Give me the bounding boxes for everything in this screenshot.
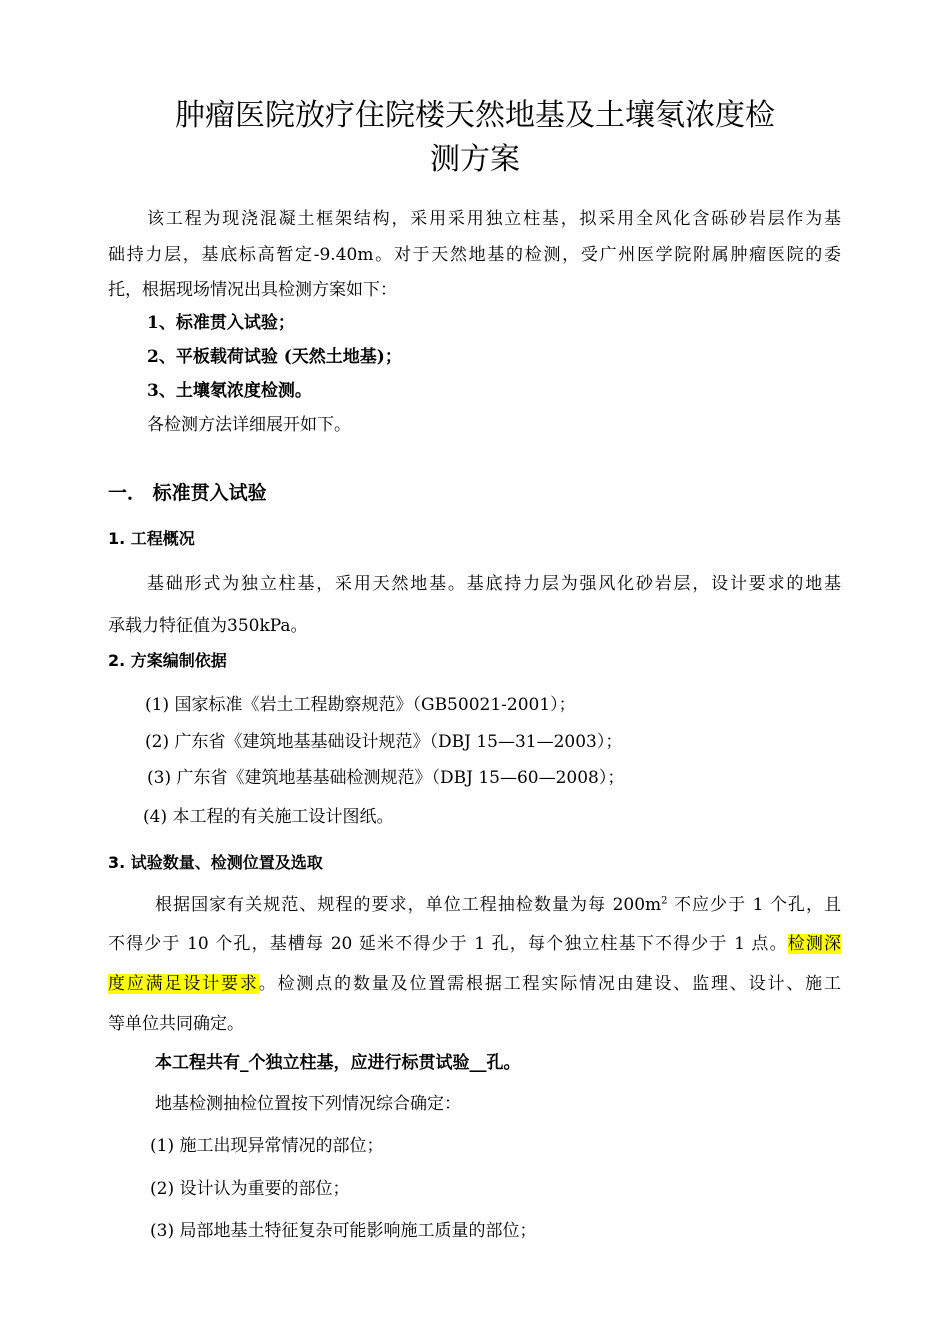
basis-item-2: (2) 广东省《建筑地基基础设计规范》（DBJ 15—31—2003）； xyxy=(145,732,623,752)
subsection-1-heading: 1. 工程概况 xyxy=(108,529,195,548)
highlighted-text: 度应满足设计要求 xyxy=(108,974,259,994)
document-title-line-1: 肿瘤医院放疗住院楼天然地基及土壤氡浓度检 xyxy=(175,98,775,133)
intro-closing: 各检测方法详细展开如下。 xyxy=(147,415,351,435)
sampling-paragraph-line-3 xyxy=(108,973,841,995)
sampling-paragraph-line-2 xyxy=(108,933,841,955)
sampling-text: 不得少于 10 个孔，基槽每 20 延米不得少于 1 孔，每个独立柱基下不得少于 1 点。 xyxy=(108,934,788,954)
section-1-heading: 一． 标准贯入试验 xyxy=(108,482,267,504)
column-count-note: 本工程共有_个独立柱基，应进行标贯试验__孔。 xyxy=(155,1053,521,1073)
location-item-1: (1) 施工出现异常情况的部位； xyxy=(150,1136,384,1156)
highlighted-text: 检测深 xyxy=(787,934,842,954)
subsection-1-line-1: 基础形式为独立柱基，采用天然地基。基底持力层为强风化砂岩层，设计要求的地基 xyxy=(147,574,841,594)
sampling-paragraph-line-4: 等单位共同确定。 xyxy=(108,1014,244,1034)
subsection-1-line-2: 承载力特征值为350kPa。 xyxy=(108,616,308,636)
location-criteria-intro: 地基检测抽检位置按下列情况综合确定： xyxy=(155,1094,461,1114)
intro-item-1: 1、标准贯入试验； xyxy=(147,313,295,333)
intro-item-2: 2、平板载荷试验 (天然土地基)； xyxy=(147,347,402,367)
location-item-2: (2) 设计认为重要的部位； xyxy=(150,1179,350,1199)
intro-item-3: 3、土壤氡浓度检测。 xyxy=(147,381,312,401)
intro-line-3: 托，根据现场情况出具检测方案如下： xyxy=(108,280,397,300)
basis-item-4: (4) 本工程的有关施工设计图纸。 xyxy=(143,807,394,827)
document-title-line-2: 测方案 xyxy=(430,142,520,177)
sampling-text: 。检测点的数量及位置需根据工程实际情况由建设、监理、设计、施工 xyxy=(258,974,842,994)
subsection-2-heading: 2. 方案编制依据 xyxy=(108,651,227,670)
sampling-text: 不应少于 1 个孔，且 xyxy=(667,895,841,915)
superscript-2: 2 xyxy=(661,895,668,907)
sampling-paragraph-line-1 xyxy=(155,894,841,916)
sampling-text: 根据国家有关规范、规程的要求，单位工程抽检数量为每 200m xyxy=(155,895,662,915)
basis-item-1: (1) 国家标准《岩土工程勘察规范》（GB50021-2001）； xyxy=(145,695,576,715)
intro-line-1: 该工程为现浇混凝土框架结构，采用采用独立柱基，拟采用全风化含砾砂岩层作为基 xyxy=(147,209,841,229)
intro-line-2: 础持力层，基底标高暂定-9.40m。对于天然地基的检测，受广州医学院附属肿瘤医院的委 xyxy=(108,245,841,265)
subsection-3-heading: 3. 试验数量、检测位置及选取 xyxy=(108,853,323,872)
basis-item-3: (3) 广东省《建筑地基基础检测规范》（DBJ 15—60—2008）； xyxy=(147,768,625,788)
location-item-3: (3) 局部地基土特征复杂可能影响施工质量的部位； xyxy=(150,1221,537,1241)
